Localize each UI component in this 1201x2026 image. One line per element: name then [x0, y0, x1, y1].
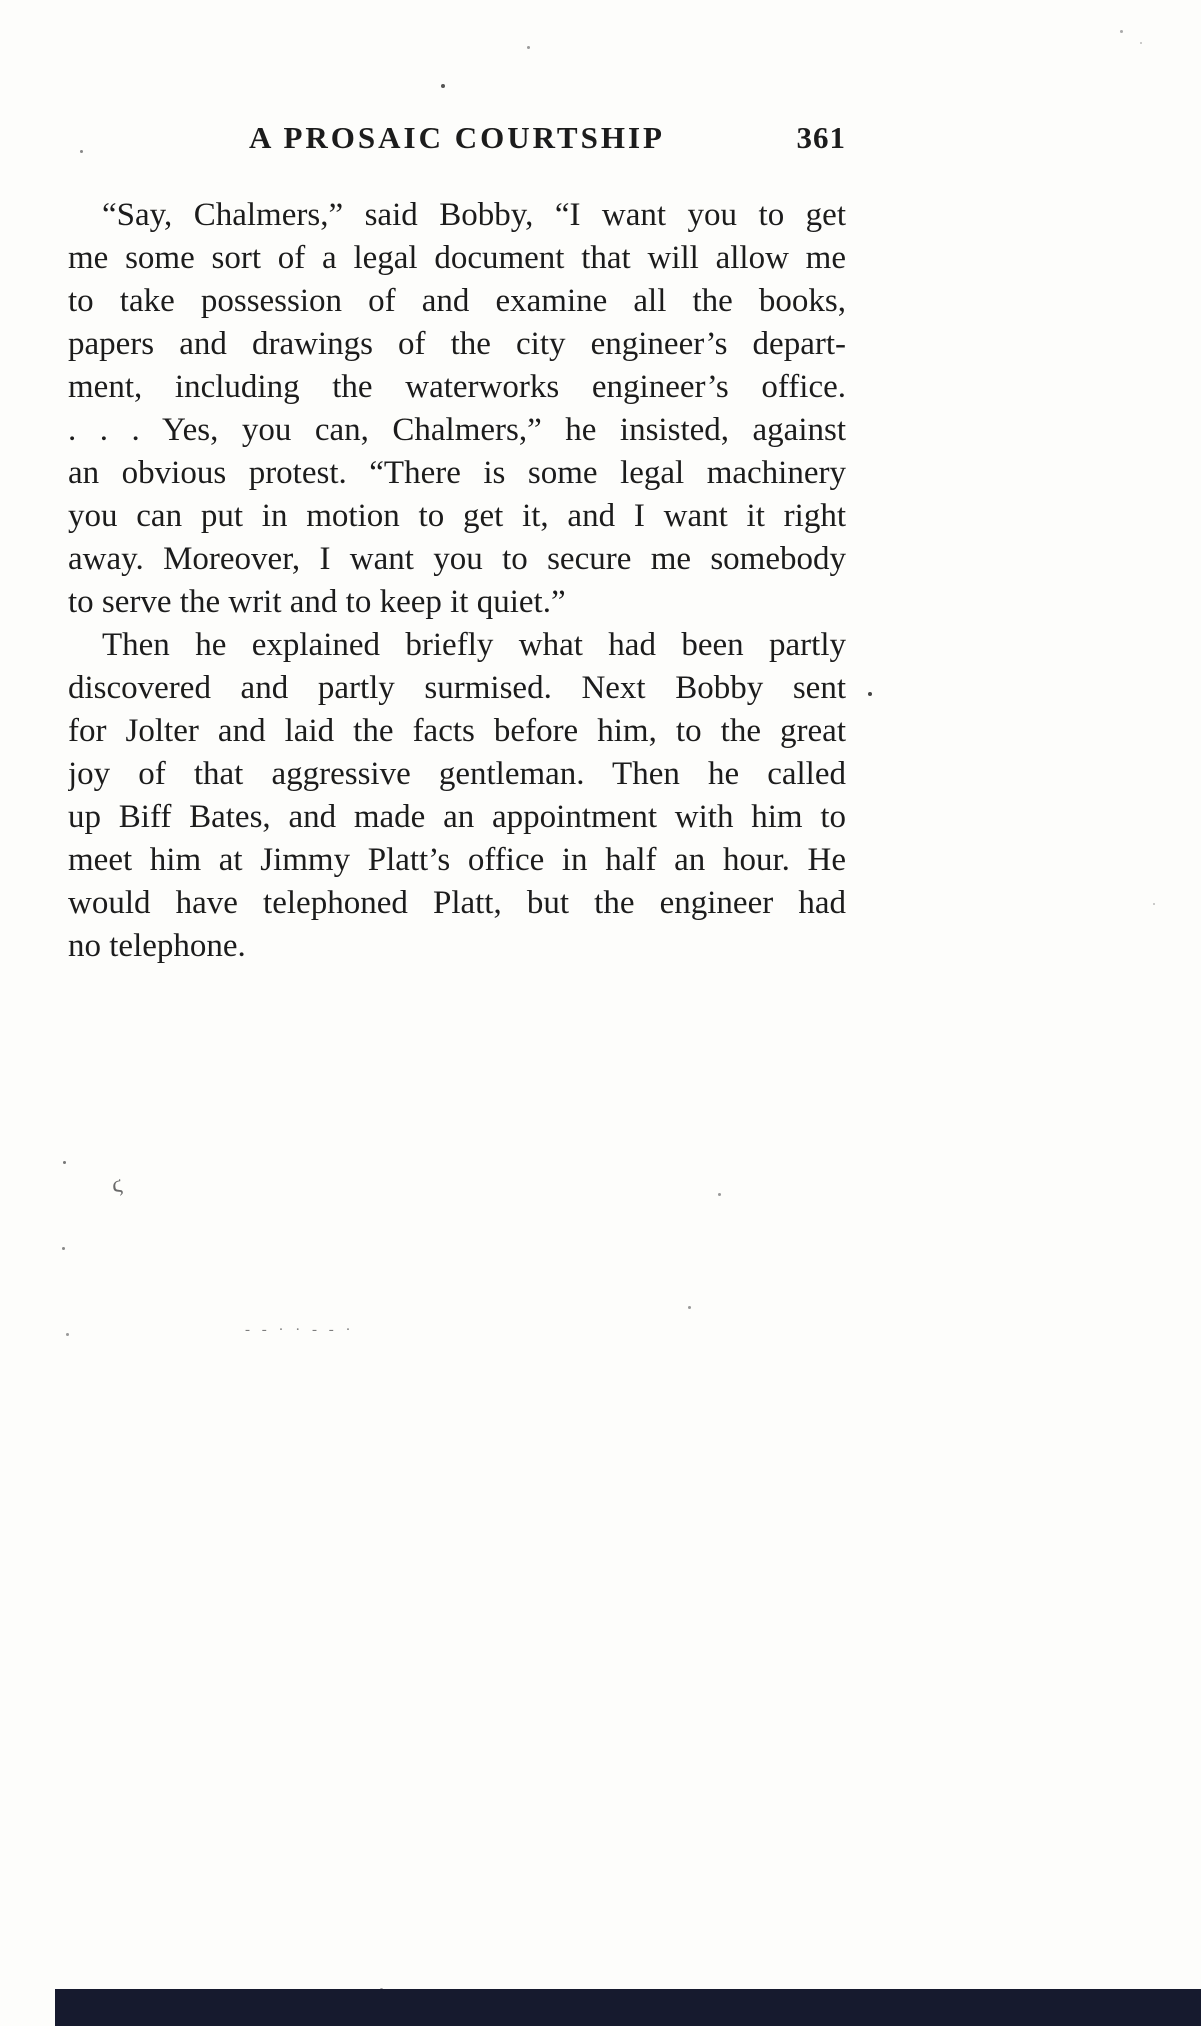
text-line: to take possession of and examine all the books,	[68, 283, 846, 319]
scan-speck	[80, 150, 83, 153]
text-line: no telephone.	[68, 928, 246, 964]
text-line: . . . Yes, you can, Chalmers,” he insisted, against	[68, 412, 846, 448]
scan-dash-marks: ‐ ‐ · · ‐ ‐ ·	[245, 1322, 355, 1338]
scan-speck	[868, 692, 872, 696]
text-line: Then he explained briefly what had been partly	[102, 627, 846, 663]
paragraph-2	[68, 624, 846, 968]
text-line: ment, including the waterworks engineer’s office.	[68, 369, 846, 405]
text-line: an obvious protest. “There is some legal machinery	[68, 455, 846, 491]
scan-speck	[1153, 903, 1155, 905]
text-line: you can put in motion to get it, and I want it right	[68, 498, 846, 534]
page-number: 361	[796, 120, 846, 155]
text-line: to serve the writ and to keep it quiet.”	[68, 584, 566, 620]
text-line: for Jolter and laid the facts before him, to the great	[68, 713, 846, 749]
scan-speck	[441, 84, 445, 88]
text-block	[68, 120, 846, 968]
text-line: “Say, Chalmers,” said Bobby, “I want you to get	[102, 197, 846, 233]
scan-squiggle-mark: ϛ	[109, 1171, 125, 1199]
scan-speck	[527, 46, 530, 49]
scan-speck	[1140, 42, 1142, 44]
text-line: discovered and partly surmised. Next Bobby sent	[68, 670, 846, 706]
text-line: up Biff Bates, and made an appointment with him to	[68, 799, 846, 835]
text-line: meet him at Jimmy Platt’s office in half an hour. He	[68, 842, 846, 878]
scan-edge-bar	[55, 1989, 1201, 2026]
scan-speck	[63, 1161, 66, 1164]
scan-speck	[62, 1247, 65, 1250]
paragraph-1	[68, 194, 846, 624]
text-line: away. Moreover, I want you to secure me somebody	[68, 541, 846, 577]
chapter-title: A PROSAIC COURTSHIP	[249, 120, 665, 155]
text-line: papers and drawings of the city engineer’s depart-	[68, 326, 846, 362]
text-line: would have telephoned Platt, but the engineer had	[68, 885, 846, 921]
running-header	[68, 120, 846, 164]
text-line: me some sort of a legal document that will allow me	[68, 240, 846, 276]
text-line: joy of that aggressive gentleman. Then he called	[68, 756, 846, 792]
scan-speck	[718, 1193, 721, 1196]
scan-speck	[66, 1333, 69, 1336]
scan-speck	[688, 1306, 691, 1309]
scan-speck	[1120, 30, 1123, 33]
